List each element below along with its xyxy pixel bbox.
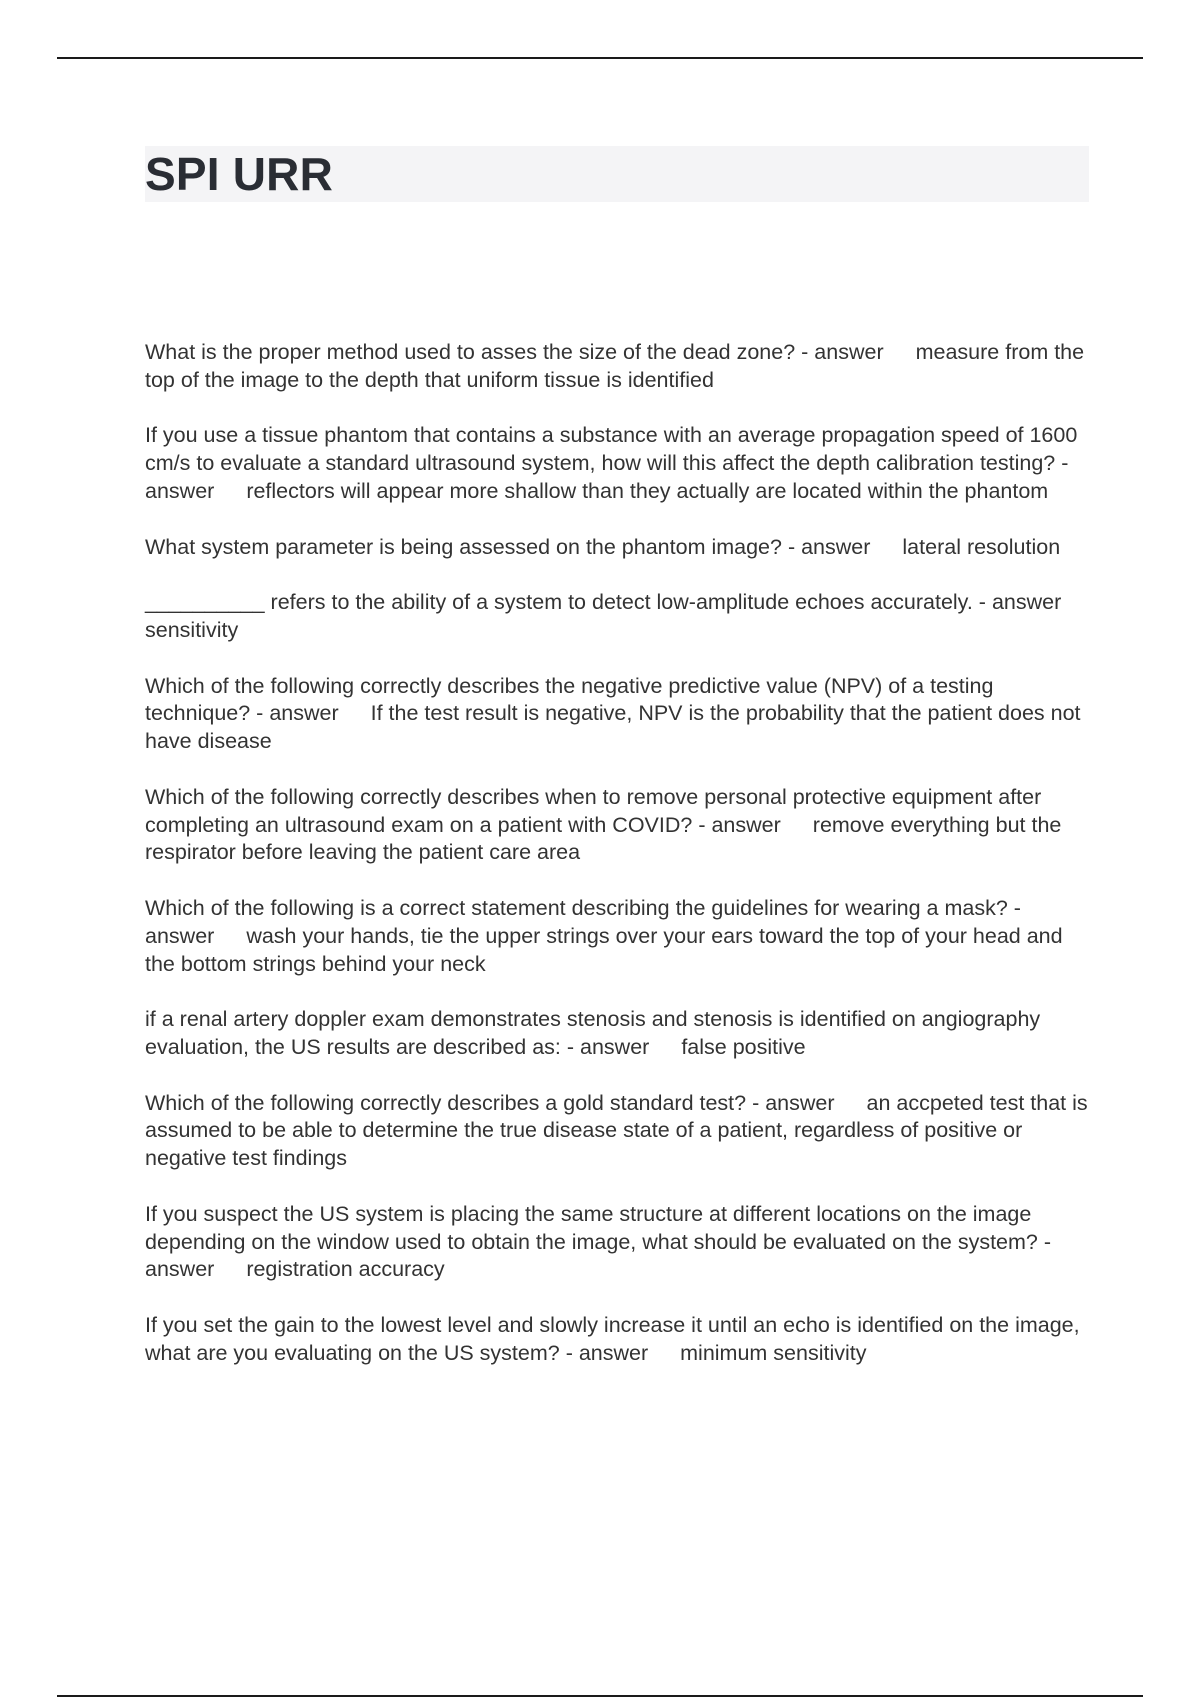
answer-text: minimum sensitivity [680,1340,867,1365]
answer-text: wash your hands, tie the upper strings over your ears toward the top of your head and the bottom strings behind your neck [145,923,1063,976]
qa-item-2 [145,422,1095,505]
question-text: What system parameter is being assessed on the phantom image? [145,534,782,559]
question-text: What is the proper method used to asses the size of the dead zone? [145,340,796,364]
answer-label: answer [145,1257,215,1282]
separator [746,1091,765,1115]
qa-item-4 [145,589,1095,645]
question-text: If you use a tissue phantom that contains a substance with an average propagation speed of 1600 cm/s to evaluate a standard ultrasound system, how will this affect the depth calibration testing? [145,423,1078,476]
separator [1055,451,1068,475]
document-title: SPI URR [145,148,333,200]
answer-label: answer [578,1340,649,1365]
separator [692,813,711,837]
answer-text: reflectors will appear more shallow than they actually are located within the phantom [246,478,1049,503]
answer-label: answer [580,1034,650,1059]
separator [250,701,269,725]
qa-item-7 [145,895,1095,978]
qa-item-8 [145,1006,1095,1062]
qa-item-11 [145,1312,1095,1368]
qa-item-1 [145,339,1095,395]
answer-label: answer [269,701,339,726]
answer-label: answer [814,340,884,364]
question-text: If you set the gain to the lowest level and slowly increase it until an echo is identified on the image, what are you evaluating on the US system? [145,1312,1080,1365]
answer-text: remove everything but the respirator before leaving the patient care area [145,812,1062,865]
separator [782,535,801,559]
answer-text: false positive [681,1034,806,1059]
separator [1008,896,1021,920]
question-text: __________ refers to the ability of a system to detect low-amplitude echoes accurately. [145,590,973,615]
separator [560,1341,579,1365]
qa-item-9 [145,1090,1095,1173]
answer-text: registration accuracy [246,1257,445,1282]
question-text: if a renal artery doppler exam demonstrates stenosis and stenosis is identified on angiography evaluation, the US results are described as: [145,1007,1041,1059]
qa-item-6 [145,784,1095,867]
footer-rule [57,1695,1143,1697]
question-text: If you suspect the US system is placing the same structure at different locations on the image depending on the window used to obtain the image, what should be evaluated on the system? [145,1201,1038,1254]
separator [795,340,814,364]
answer-label: answer [991,590,1062,615]
question-text: Which of the following correctly describes the negative predictive value (NPV) of a testing technique? [145,673,994,726]
separator [1038,1230,1051,1254]
answer-label: answer [145,923,215,948]
answer-label: answer [765,1090,835,1115]
question-text: Which of the following correctly describes a gold standard test? [145,1090,747,1115]
separator [973,590,992,614]
answer-text: sensitivity [145,617,239,642]
answer-text: If the test result is negative, NPV is the probability that the patient does not have disease [145,701,1081,754]
answer-text: lateral resolution [902,534,1061,559]
qa-item-3 [145,534,1095,562]
answer-label: answer [145,478,215,503]
question-text: Which of the following correctly describes when to remove personal protective equipment after completing an ultrasound exam on a patient with COVID? [145,784,1042,837]
qa-item-5 [145,673,1095,756]
question-text: Which of the following is a correct statement describing the guidelines for wearing a mask? [145,895,1008,920]
answer-label: answer [711,812,781,837]
header-rule [57,57,1143,59]
answer-text: an accpeted test that is assumed to be able to determine the true disease state of a patient, regardless of positive or negative test findings [145,1090,1088,1171]
answer-text: measure from the top of the image to the depth that uniform tissue is identified [145,340,1085,392]
answer-label: answer [801,534,871,559]
qa-list [145,339,1095,1395]
separator [561,1035,580,1059]
qa-item-10 [145,1201,1095,1284]
